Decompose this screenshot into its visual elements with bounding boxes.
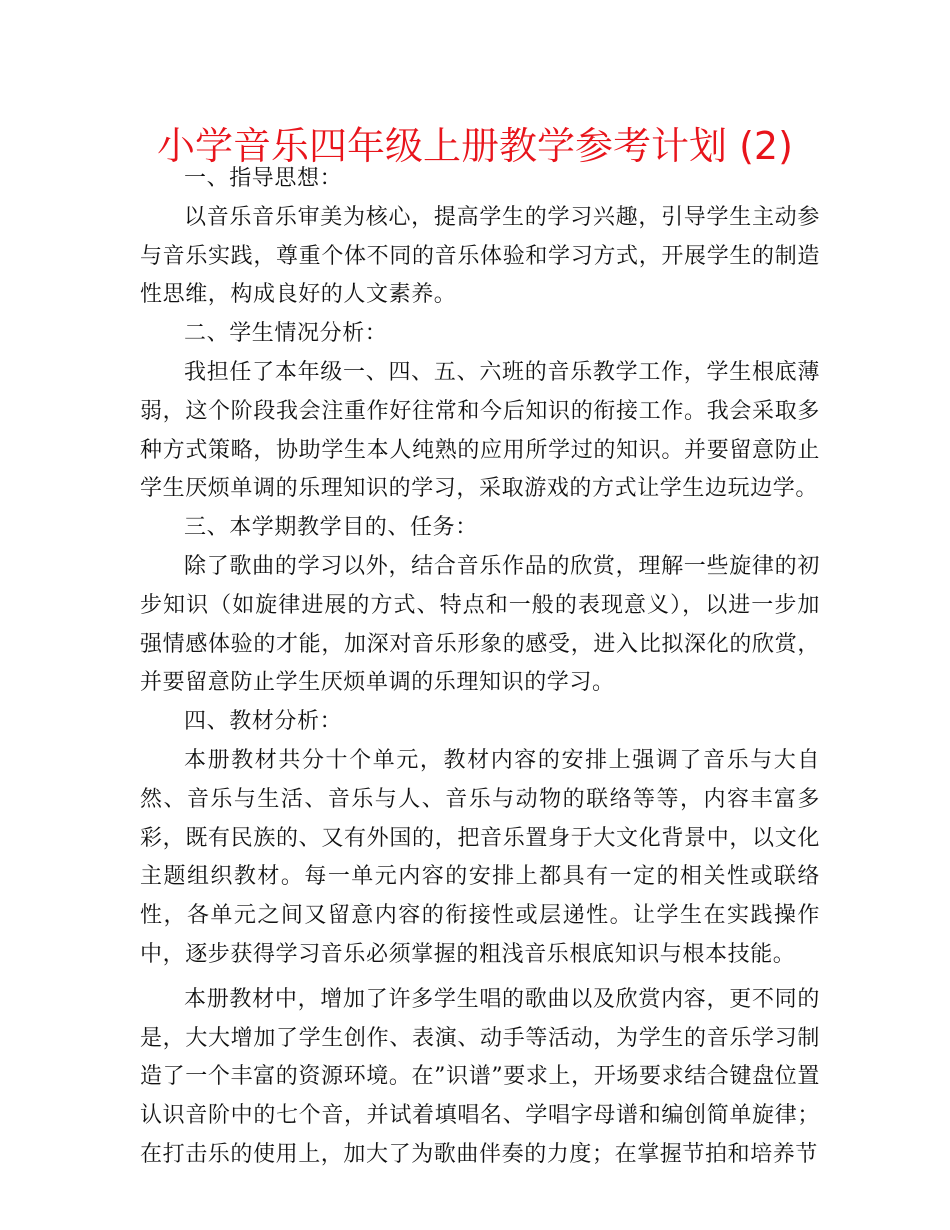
section-heading-teaching-goals: 三、本学期教学目的、任务： [184, 515, 478, 541]
section-heading-student-analysis: 二、学生情况分析： [184, 321, 388, 347]
section-heading-guiding-ideology: 一、指导思想： [184, 166, 343, 191]
section-heading-textbook-analysis: 四、教材分析： [184, 709, 343, 735]
paragraph-student-analysis: 我担任了本年级一、四、五、六班的音乐教学工作，学生根底薄弱，这个阶段我会注重作好往常和今后知识的衔接工作。我会采取多种方式策略，协助学生本人纯熟的应用所学过的知识。并要留意防止学生厌烦单调的乐理知识的学习，采取游戏的方式让学生边玩边学。 [140, 359, 820, 502]
paragraph-guiding-ideology: 以音乐音乐审美为核心，提高学生的学习兴趣，引导学生主动参与音乐实践，尊重个体不同的音乐体验和学习方式，开展学生的制造性思维，构成良好的人文素养。 [140, 204, 820, 308]
paragraph-textbook-analysis: 本册教材共分十个单元，教材内容的安排上强调了音乐与大自然、音乐与生活、音乐与人、音乐与动物的联络等等，内容丰富多彩，既有民族的、又有外国的，把音乐置身于大文化背景中，以文化主题组织教材。每一单元内容的安排上都具有一定的相关性或联络性，各单元之间又留意内容的衔接性或层递性。让学生在实践操作中，逐步获得学习音乐必须掌握的粗浅音乐根底知识与根本技能。 [140, 747, 820, 967]
document-title: 小学音乐四年级上册教学参考计划 (2) [157, 124, 793, 168]
document-body [140, 160, 820, 1175]
paragraph-teaching-goals: 除了歌曲的学习以外，结合音乐作品的欣赏，理解一些旋律的初步知识（如旋律进展的方式、特点和一般的表现意义），以进一步加强情感体验的才能，加深对音乐形象的感受，进入比拟深化的欣赏，并要留意防止学生厌烦单调的乐理知识的学习。 [140, 553, 820, 696]
paragraph-textbook-content: 本册教材中，增加了许多学生唱的歌曲以及欣赏内容，更不同的是，大大增加了学生创作、表演、动手等活动，为学生的音乐学习制造了一个丰富的资源环境。在”识谱”要求上，开场要求结合键盘位置认识音阶中的七个音，并试着填唱名、学唱字母谱和编创简单旋律；在打击乐的使用上，加大了为歌曲伴奏的力度；在掌握节拍和培养节 [140, 986, 820, 1167]
